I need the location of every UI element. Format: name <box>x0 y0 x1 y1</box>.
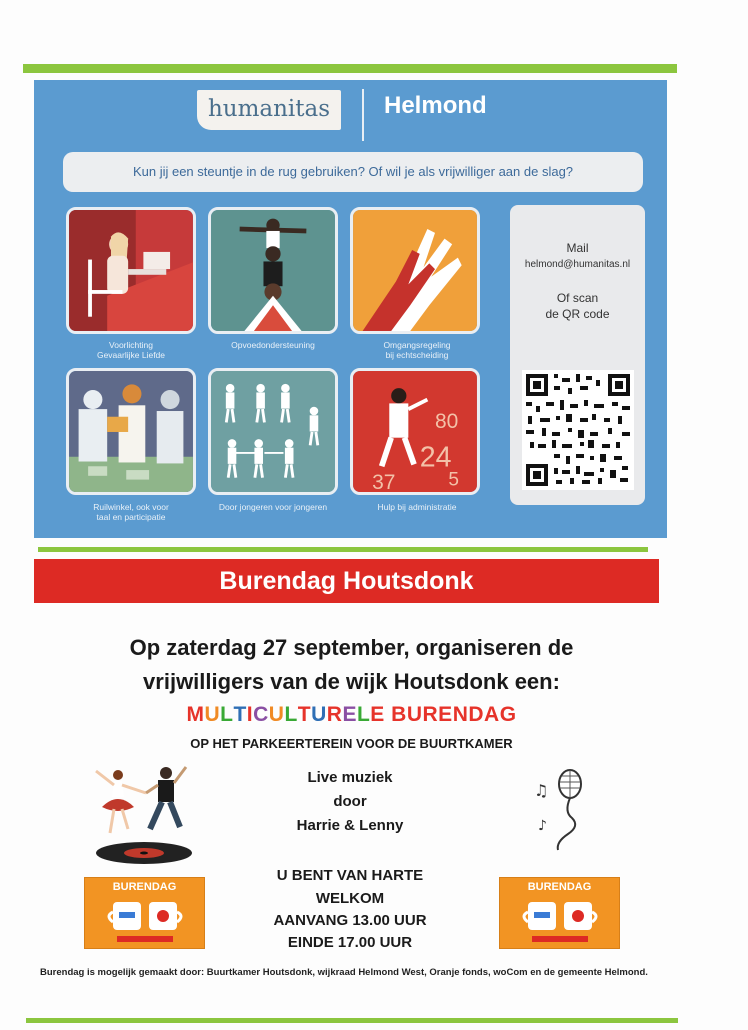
city-name: Helmond <box>384 92 487 119</box>
title-letter: M <box>186 703 205 726</box>
svg-text:37: 37 <box>372 471 396 492</box>
svg-text:♫: ♫ <box>534 781 549 800</box>
title-letter: R <box>422 703 439 726</box>
welcome-line-2: WELKOM <box>315 890 385 907</box>
welcome-line-1: U BENT VAN HARTE <box>276 867 424 884</box>
tile-voorlichting <box>66 207 196 334</box>
title-letter: E <box>438 703 453 726</box>
tile-opvoedondersteuning <box>208 207 338 334</box>
svg-text:5: 5 <box>448 469 459 491</box>
svg-text:80: 80 <box>435 410 459 434</box>
logo-divider <box>362 89 364 141</box>
caption-voorlichting: Voorlichting Gevaarlijke Liefde <box>96 340 166 360</box>
badge-title-left: BURENDAG <box>112 881 177 893</box>
title-letter: E <box>370 703 385 726</box>
administration-illustration <box>353 371 477 492</box>
intro-line-1: Op zaterdag 27 september, organiseren de <box>129 635 574 660</box>
title-letter: L <box>356 703 371 726</box>
mail-label: Mail <box>566 241 589 255</box>
family-illustration <box>211 210 335 331</box>
music-line-3: Harrie & Lenny <box>296 817 404 834</box>
tile-ruilwinkel <box>66 368 196 495</box>
title-letter: U <box>204 703 221 726</box>
title-letter: T <box>233 703 247 726</box>
microphone-icon <box>528 764 594 852</box>
qr-code-icon[interactable] <box>522 370 634 490</box>
question-banner: Kun jij een steuntje in de rug gebruiken? Of wil je als vrijwilliger aan de slag? <box>63 152 643 192</box>
title-letter: A <box>484 703 500 726</box>
sponsor-note: Burendag is mogelijk gemaakt door: Buurtkamer Houtsdonk, wijkraad Helmond West, Oranje fonds, woCom en de gemeente Helmond. <box>40 967 648 978</box>
start-time: AANVANG 13.00 UUR <box>273 912 427 929</box>
tile-administratie <box>350 368 480 495</box>
caption-ruilwinkel: Ruilwinkel, ook voor taal en participatie <box>93 502 169 522</box>
svg-text:24: 24 <box>419 441 452 474</box>
cups-logo-icon <box>522 896 598 946</box>
caption-administratie: Hulp bij administratie <box>377 502 457 512</box>
shop-illustration <box>69 371 193 492</box>
title-letter: C <box>253 703 269 726</box>
multicultural-title <box>0 703 703 727</box>
title-letter: U <box>268 703 285 726</box>
title-letter: U <box>311 703 327 726</box>
cups-logo-icon <box>107 896 183 946</box>
burendag-badge-right <box>499 877 620 949</box>
humanitas-logo: humanitas <box>197 90 341 130</box>
location-line: OP HET PARKEERTEREIN VOOR DE BUURTKAMER <box>190 736 513 751</box>
top-green-bar <box>23 64 677 73</box>
end-time: EINDE 17.00 UUR <box>287 934 413 951</box>
title-letter: N <box>452 703 469 726</box>
title-letter: I <box>246 703 254 726</box>
woman-laptop-illustration <box>69 210 193 331</box>
hands-illustration <box>353 210 477 331</box>
title-letter: B <box>391 703 407 726</box>
event-title-banner: Burendag Houtsdonk <box>34 559 659 603</box>
badge-title-right: BURENDAG <box>527 881 592 893</box>
intro-line-2: vrijwilligers van de wijk Houtsdonk een: <box>143 669 560 694</box>
burendag-badge-left <box>84 877 205 949</box>
caption-jongeren: Door jongeren voor jongeren <box>218 502 328 512</box>
tile-jongeren <box>208 368 338 495</box>
mail-address[interactable]: helmond@humanitas.nl <box>524 259 631 270</box>
music-line-1: Live muziek <box>307 769 393 786</box>
title-letter: L <box>284 703 298 726</box>
youth-figures-illustration <box>211 371 335 492</box>
title-letter: L <box>220 703 234 726</box>
title-letter: R <box>326 703 343 726</box>
caption-opvoedondersteuning: Opvoedondersteuning <box>231 340 315 350</box>
contact-card <box>510 205 645 505</box>
title-letter: D <box>468 703 485 726</box>
scan-line-1: Of scan <box>556 291 599 305</box>
caption-omgangsregeling: Omgangsregeling bij echtscheiding <box>383 340 451 360</box>
title-letter: U <box>406 703 423 726</box>
svg-text:♪: ♪ <box>538 818 547 834</box>
tile-omgangsregeling <box>350 207 480 334</box>
middle-green-bar <box>38 547 648 552</box>
scan-line-2: de QR code <box>545 307 610 321</box>
title-letter: G <box>499 703 517 726</box>
bottom-green-bar <box>26 1018 678 1023</box>
dancers-illustration <box>88 763 200 867</box>
title-letter: T <box>297 703 312 726</box>
music-line-2: door <box>333 793 367 810</box>
title-letter: E <box>342 703 357 726</box>
